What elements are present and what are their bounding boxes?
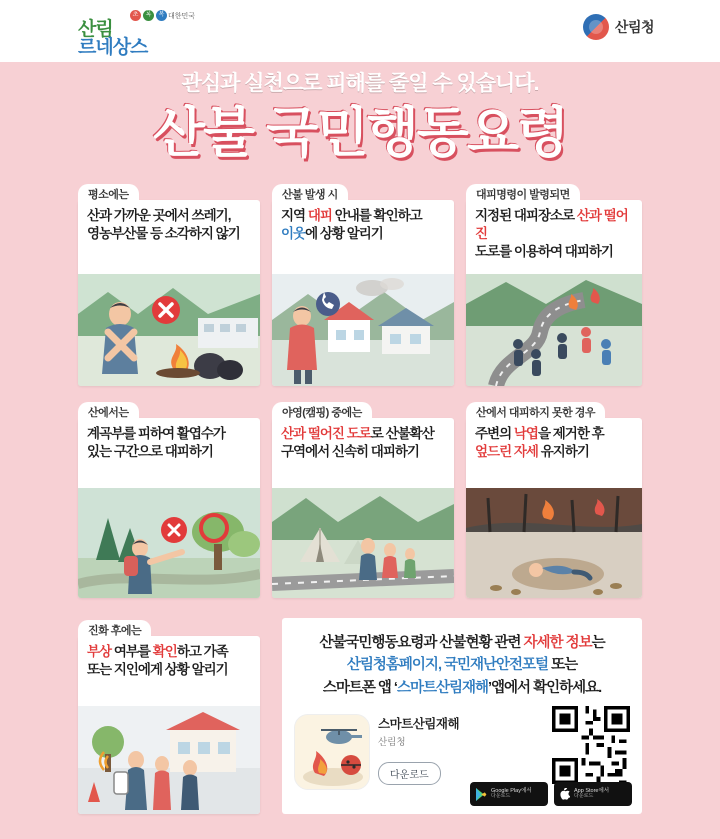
card-5-tag: 야영(캠핑) 중에는 [272,402,372,421]
card-4-tag: 산에서는 [78,402,139,421]
apple-icon [559,788,570,801]
poster-header [0,0,720,62]
card-4 [78,407,260,598]
card-7-illustration [78,706,260,814]
card-3 [466,189,642,386]
card-4-illustration [78,488,260,598]
app-org: 산림청 [378,737,406,748]
app-store-label: App Store에서 [574,788,610,795]
logo-badge-note: 대한민국 [168,13,196,20]
logo-badge-char-1: 초 [130,10,141,21]
korea-forest-service-logo [583,14,654,40]
card-5 [272,407,454,598]
card-1-heading: 산과 가까운 곳에서 쓰레기, 영농부산물 등 소각하지 않기 [87,208,240,242]
taegeuk-icon [583,14,609,40]
card-1 [78,189,260,386]
logo-badge-char-2: 록 [143,10,154,21]
card-7 [78,625,260,814]
logo-badge-icon [130,10,167,21]
card-2-illustration [272,274,454,386]
card-7-tag: 진화 후에는 [78,620,151,639]
info-line2-a: 산림청홈페이지, 국민재난안전포털 [346,657,549,674]
store-badges [470,782,632,806]
page-title: 산불 국민행동요령 [152,103,568,163]
card-6-heading: 주변의 낙엽을 제거한 후 엎드린 자세 유지하기 [475,426,604,460]
card-3-illustration [466,274,642,386]
card-4-heading: 계곡부를 피하여 활엽수가 있는 구간으로 대피하기 [87,426,225,460]
google-play-icon [475,788,487,801]
info-line1-c: 는 [591,635,605,651]
app-info [378,714,459,785]
card-6 [466,407,642,598]
logo-line-2: 르네상스 [78,37,148,58]
card-5-heading: 산과 떨어진 도로로 산불확산 구역에서 신속히 대피하기 [281,426,434,460]
card-6-tag: 산에서 대피하지 못한 경우 [466,402,605,421]
app-name: 스마트산림재해 [378,717,460,731]
card-1-tag: 평소에는 [78,184,139,203]
info-line1-b: 자세한 정보 [523,635,592,651]
info-line3-a: 스마트폰 앱 ‘ [322,679,397,696]
google-play-sub: 다운로드 [491,793,511,800]
card-5-illustration [272,488,454,598]
sanrim-renaissance-logo [78,10,198,58]
app-promo-row [294,714,459,790]
download-button[interactable]: 다운로드 [378,762,441,785]
info-line3-c: ’앱에서 확인하세요. [488,679,602,696]
google-play-label: Google Play에서 [491,788,532,795]
card-2 [272,189,454,386]
info-line3-b: 스마트산림재해 [396,679,489,696]
logo-line-1: 산림 [78,19,113,40]
card-1-illustration [78,274,260,386]
google-play-badge[interactable] [470,782,548,806]
app-store-sub: 다운로드 [574,793,594,800]
qr-code[interactable] [552,706,630,784]
info-panel [282,618,642,814]
poster-subtitle: 관심과 실천으로 피해를 줄일 수 있습니다. [181,72,539,95]
info-line1-a: 산불국민행동요령과 산불현황 관련 [319,635,524,651]
card-3-heading: 지정된 대피장소로 산과 떨어진 도로를 이용하여 대피하기 [475,208,628,260]
card-6-illustration [466,488,642,598]
info-text [282,618,642,699]
agency-label: 산림청 [614,19,654,35]
card-7-heading: 부상 여부를 확인하고 가족 또는 지인에게 상황 알리기 [87,644,228,678]
card-2-heading: 지역 대피 안내를 확인하고 이웃에 상황 알리기 [281,208,422,242]
logo-badge-char-3: 복 [156,10,167,21]
card-2-tag: 산불 발생 시 [272,184,348,203]
smart-forest-disaster-app-icon [294,714,370,790]
card-3-tag: 대피명령이 발령되면 [466,184,580,203]
app-store-badge[interactable] [554,782,632,806]
info-line2-b: 또는 [548,657,578,674]
wave-divider-icon [0,150,720,178]
